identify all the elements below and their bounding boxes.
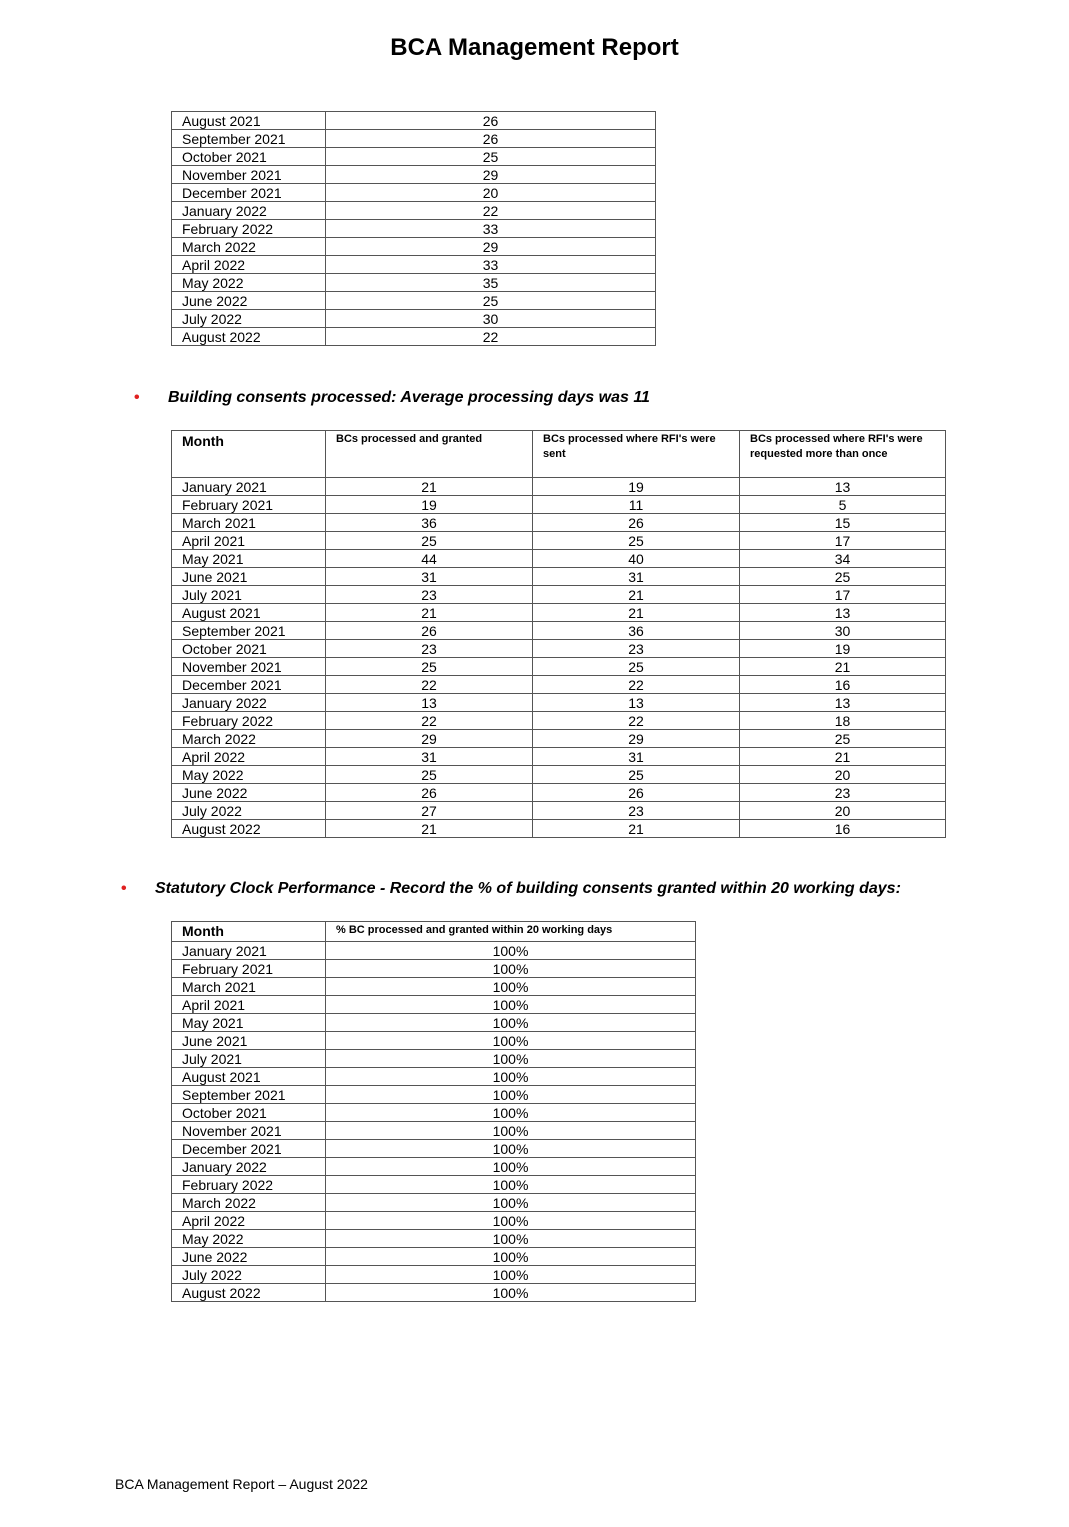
row-value-cell: 23	[533, 802, 740, 820]
row-month-cell: July 2021	[172, 586, 326, 604]
row-value-cell: 29	[533, 730, 740, 748]
row-month-cell: May 2022	[172, 1230, 326, 1248]
table-row	[172, 996, 696, 1014]
row-month-cell: August 2022	[172, 1284, 326, 1302]
statutory-clock-table-body	[172, 942, 696, 1302]
table-row	[172, 1032, 696, 1050]
row-value-cell: 13	[740, 604, 946, 622]
row-month-cell: May 2021	[172, 1014, 326, 1032]
table-row	[172, 130, 656, 148]
row-value-cell: 44	[326, 550, 533, 568]
table-row	[172, 1266, 696, 1284]
row-value-cell: 20	[326, 184, 656, 202]
table-row	[172, 1212, 696, 1230]
row-value-cell: 16	[740, 676, 946, 694]
row-value-cell: 25	[740, 730, 946, 748]
row-month-cell: August 2021	[172, 604, 326, 622]
row-value-cell: 36	[533, 622, 740, 640]
table-row	[172, 514, 946, 532]
row-value-cell: 23	[740, 784, 946, 802]
row-month-cell: January 2022	[172, 202, 326, 220]
processed-table-body	[172, 478, 946, 838]
table-row	[172, 586, 946, 604]
row-value-cell: 22	[326, 676, 533, 694]
row-value-cell: 21	[326, 604, 533, 622]
row-value-cell: 22	[533, 712, 740, 730]
table-row	[172, 960, 696, 978]
row-value-cell: 25	[326, 532, 533, 550]
table-row	[172, 1086, 696, 1104]
table-row	[172, 184, 656, 202]
row-month-cell: August 2022	[172, 328, 326, 346]
row-value-cell: 21	[326, 478, 533, 496]
row-value-cell: 100%	[326, 996, 696, 1014]
row-value-cell: 13	[326, 694, 533, 712]
table-row	[172, 1248, 696, 1266]
table-row	[172, 202, 656, 220]
monthly-count-table	[171, 111, 656, 346]
row-month-cell: November 2021	[172, 658, 326, 676]
table-row	[172, 1050, 696, 1068]
row-month-cell: February 2022	[172, 712, 326, 730]
row-month-cell: August 2021	[172, 112, 326, 130]
row-month-cell: February 2021	[172, 496, 326, 514]
row-value-cell: 17	[740, 532, 946, 550]
column-header-rfi-sent: BCs processed where RFI's were sent	[533, 431, 740, 478]
table-row	[172, 1158, 696, 1176]
table-row	[172, 1068, 696, 1086]
row-month-cell: June 2022	[172, 784, 326, 802]
row-value-cell: 35	[326, 274, 656, 292]
page-footer: BCA Management Report – August 2022	[115, 1476, 368, 1492]
row-value-cell: 22	[326, 202, 656, 220]
row-month-cell: May 2021	[172, 550, 326, 568]
row-month-cell: June 2022	[172, 292, 326, 310]
row-month-cell: June 2021	[172, 568, 326, 586]
column-header-processed-granted: BCs processed and granted	[326, 431, 533, 478]
table-row	[172, 220, 656, 238]
table-row	[172, 604, 946, 622]
row-value-cell: 26	[326, 784, 533, 802]
row-month-cell: May 2022	[172, 766, 326, 784]
table-row	[172, 712, 946, 730]
row-value-cell: 31	[326, 748, 533, 766]
row-value-cell: 25	[533, 766, 740, 784]
row-month-cell: April 2022	[172, 1212, 326, 1230]
row-value-cell: 100%	[326, 1086, 696, 1104]
table-row	[172, 694, 946, 712]
row-value-cell: 23	[326, 586, 533, 604]
row-value-cell: 29	[326, 166, 656, 184]
row-month-cell: April 2022	[172, 256, 326, 274]
row-value-cell: 100%	[326, 1284, 696, 1302]
row-value-cell: 25	[326, 148, 656, 166]
row-month-cell: February 2021	[172, 960, 326, 978]
table-row	[172, 148, 656, 166]
row-value-cell: 21	[533, 604, 740, 622]
row-value-cell: 30	[326, 310, 656, 328]
column-header-rfi-more-than-once: BCs processed where RFI's were requested more than once	[740, 431, 946, 478]
row-value-cell: 29	[326, 730, 533, 748]
table-row	[172, 730, 946, 748]
row-value-cell: 100%	[326, 1194, 696, 1212]
row-month-cell: October 2021	[172, 1104, 326, 1122]
table-row	[172, 238, 656, 256]
table-row	[172, 640, 946, 658]
row-value-cell: 21	[326, 820, 533, 838]
row-value-cell: 33	[326, 220, 656, 238]
row-month-cell: January 2021	[172, 478, 326, 496]
table-row	[172, 112, 656, 130]
table-row	[172, 478, 946, 496]
section-processed-heading	[134, 389, 650, 407]
row-value-cell: 33	[326, 256, 656, 274]
row-value-cell: 25	[533, 532, 740, 550]
column-header-month: Month	[172, 922, 326, 942]
table-row	[172, 166, 656, 184]
table-row	[172, 496, 946, 514]
table-row	[172, 550, 946, 568]
row-value-cell: 100%	[326, 1176, 696, 1194]
table-row	[172, 820, 946, 838]
row-month-cell: October 2021	[172, 640, 326, 658]
row-value-cell: 19	[326, 496, 533, 514]
bullet-icon: •	[134, 389, 140, 406]
row-value-cell: 26	[326, 130, 656, 148]
row-month-cell: December 2021	[172, 1140, 326, 1158]
row-value-cell: 100%	[326, 1032, 696, 1050]
monthly-count-table-body	[172, 112, 656, 346]
row-value-cell: 26	[326, 112, 656, 130]
table-row	[172, 568, 946, 586]
table-row	[172, 1104, 696, 1122]
table-row	[172, 784, 946, 802]
row-month-cell: May 2022	[172, 274, 326, 292]
table-row	[172, 532, 946, 550]
row-month-cell: April 2021	[172, 996, 326, 1014]
row-value-cell: 34	[740, 550, 946, 568]
row-value-cell: 27	[326, 802, 533, 820]
row-value-cell: 29	[326, 238, 656, 256]
row-value-cell: 100%	[326, 1212, 696, 1230]
row-value-cell: 21	[533, 586, 740, 604]
row-month-cell: March 2022	[172, 730, 326, 748]
row-value-cell: 20	[740, 802, 946, 820]
row-month-cell: January 2022	[172, 694, 326, 712]
row-month-cell: September 2021	[172, 1086, 326, 1104]
row-month-cell: July 2022	[172, 310, 326, 328]
row-value-cell: 22	[326, 328, 656, 346]
table-row	[172, 1140, 696, 1158]
processed-table-header-row	[172, 431, 946, 478]
column-header-month: Month	[172, 431, 326, 478]
table-row	[172, 328, 656, 346]
table-row	[172, 274, 656, 292]
row-value-cell: 25	[740, 568, 946, 586]
row-value-cell: 16	[740, 820, 946, 838]
section-statutory-heading	[121, 880, 901, 898]
row-month-cell: June 2022	[172, 1248, 326, 1266]
row-value-cell: 100%	[326, 1122, 696, 1140]
row-month-cell: November 2021	[172, 1122, 326, 1140]
row-value-cell: 13	[740, 478, 946, 496]
table-row	[172, 978, 696, 996]
section-statutory-heading-text: Statutory Clock Performance - Record the % of building consents granted within 20 working days:	[155, 880, 901, 897]
row-month-cell: June 2021	[172, 1032, 326, 1050]
row-value-cell: 26	[326, 622, 533, 640]
statutory-clock-table	[171, 921, 696, 1302]
row-month-cell: July 2021	[172, 1050, 326, 1068]
row-month-cell: July 2022	[172, 802, 326, 820]
row-month-cell: February 2022	[172, 1176, 326, 1194]
table-row	[172, 1176, 696, 1194]
row-value-cell: 100%	[326, 978, 696, 996]
page-title: BCA Management Report	[390, 34, 679, 61]
table-row	[172, 748, 946, 766]
row-value-cell: 26	[533, 514, 740, 532]
row-value-cell: 13	[533, 694, 740, 712]
row-month-cell: March 2022	[172, 1194, 326, 1212]
table-row	[172, 676, 946, 694]
row-value-cell: 100%	[326, 1014, 696, 1032]
row-value-cell: 40	[533, 550, 740, 568]
table-row	[172, 622, 946, 640]
row-month-cell: September 2021	[172, 622, 326, 640]
row-value-cell: 100%	[326, 942, 696, 960]
row-value-cell: 25	[326, 658, 533, 676]
row-value-cell: 19	[740, 640, 946, 658]
section-processed-heading-text: Building consents processed: Average processing days was 11	[168, 389, 650, 406]
statutory-table-header-row	[172, 922, 696, 942]
row-value-cell: 30	[740, 622, 946, 640]
row-month-cell: April 2022	[172, 748, 326, 766]
table-row	[172, 1014, 696, 1032]
row-value-cell: 100%	[326, 1140, 696, 1158]
row-value-cell: 31	[533, 748, 740, 766]
row-value-cell: 22	[533, 676, 740, 694]
row-value-cell: 31	[326, 568, 533, 586]
row-value-cell: 22	[326, 712, 533, 730]
row-value-cell: 100%	[326, 1050, 696, 1068]
row-value-cell: 100%	[326, 1230, 696, 1248]
table-row	[172, 256, 656, 274]
table-row	[172, 310, 656, 328]
row-month-cell: August 2021	[172, 1068, 326, 1086]
row-month-cell: December 2021	[172, 184, 326, 202]
row-value-cell: 23	[326, 640, 533, 658]
row-month-cell: March 2021	[172, 978, 326, 996]
row-value-cell: 36	[326, 514, 533, 532]
row-value-cell: 31	[533, 568, 740, 586]
table-row	[172, 1194, 696, 1212]
row-value-cell: 100%	[326, 960, 696, 978]
row-value-cell: 18	[740, 712, 946, 730]
row-month-cell: January 2022	[172, 1158, 326, 1176]
row-value-cell: 100%	[326, 1104, 696, 1122]
table-row	[172, 942, 696, 960]
row-value-cell: 5	[740, 496, 946, 514]
row-month-cell: April 2021	[172, 532, 326, 550]
row-value-cell: 26	[533, 784, 740, 802]
row-month-cell: March 2021	[172, 514, 326, 532]
row-month-cell: February 2022	[172, 220, 326, 238]
table-row	[172, 766, 946, 784]
row-value-cell: 25	[533, 658, 740, 676]
row-value-cell: 25	[326, 766, 533, 784]
row-value-cell: 20	[740, 766, 946, 784]
table-row	[172, 802, 946, 820]
processed-table	[171, 430, 946, 838]
row-value-cell: 23	[533, 640, 740, 658]
row-value-cell: 100%	[326, 1266, 696, 1284]
table-row	[172, 1122, 696, 1140]
row-month-cell: October 2021	[172, 148, 326, 166]
table-row	[172, 658, 946, 676]
row-value-cell: 19	[533, 478, 740, 496]
row-value-cell: 21	[533, 820, 740, 838]
table-row	[172, 1230, 696, 1248]
row-value-cell: 21	[740, 748, 946, 766]
row-value-cell: 21	[740, 658, 946, 676]
table-row	[172, 292, 656, 310]
row-value-cell: 25	[326, 292, 656, 310]
row-month-cell: August 2022	[172, 820, 326, 838]
row-value-cell: 13	[740, 694, 946, 712]
row-value-cell: 15	[740, 514, 946, 532]
row-value-cell: 100%	[326, 1158, 696, 1176]
row-month-cell: January 2021	[172, 942, 326, 960]
table-row	[172, 1284, 696, 1302]
row-value-cell: 100%	[326, 1068, 696, 1086]
row-value-cell: 100%	[326, 1248, 696, 1266]
row-month-cell: December 2021	[172, 676, 326, 694]
column-header-percent-within-20-days: % BC processed and granted within 20 working days	[326, 922, 696, 942]
row-month-cell: March 2022	[172, 238, 326, 256]
row-month-cell: September 2021	[172, 130, 326, 148]
row-month-cell: November 2021	[172, 166, 326, 184]
row-value-cell: 17	[740, 586, 946, 604]
row-month-cell: July 2022	[172, 1266, 326, 1284]
row-value-cell: 11	[533, 496, 740, 514]
bullet-icon: •	[121, 880, 127, 897]
